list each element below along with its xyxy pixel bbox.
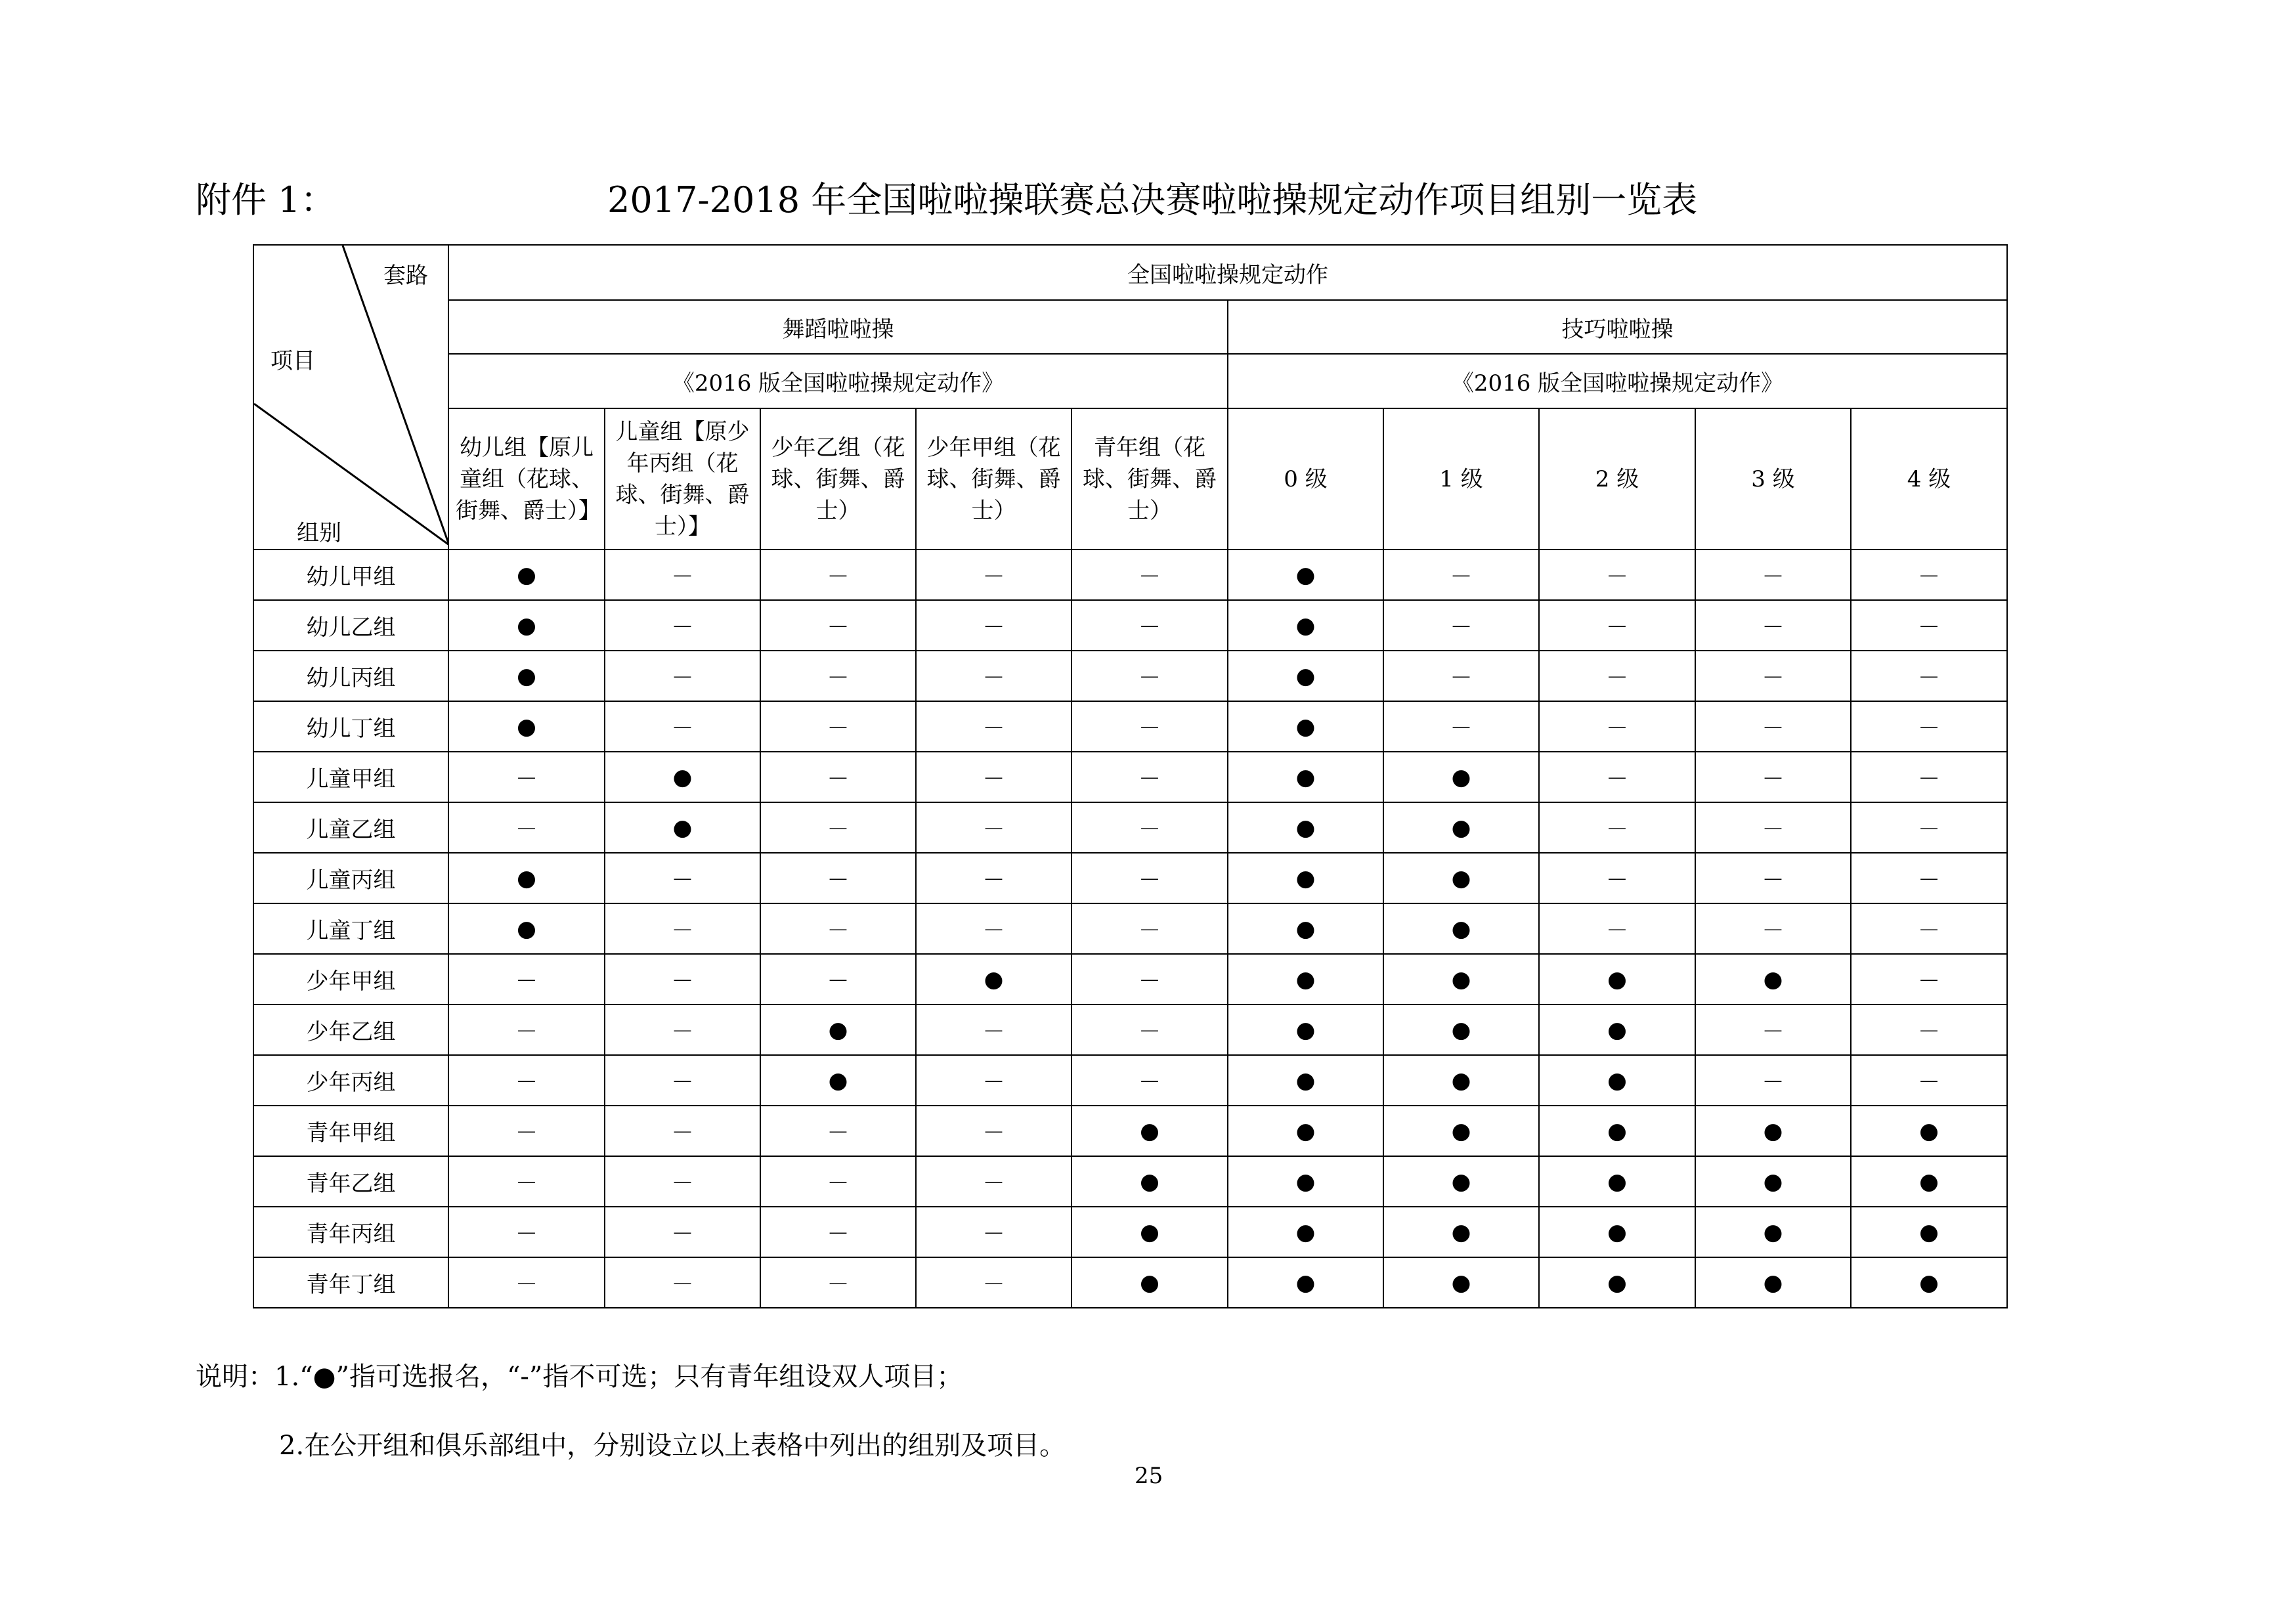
table-cell: － [760, 802, 916, 853]
page-title: 2017-2018 年全国啦啦操联赛总决赛啦啦操规定动作项目组别一览表 [607, 179, 1698, 221]
table-cell: － [1383, 701, 1539, 752]
table-row [253, 1106, 2007, 1156]
table-cell: ● [1228, 600, 1383, 651]
row-group-label: 儿童甲组 [253, 752, 448, 802]
table-cell: － [1539, 752, 1695, 802]
table-cell: － [1851, 1055, 2007, 1106]
table-cell: － [1851, 802, 2007, 853]
table-cell: － [916, 802, 1072, 853]
table-cell: － [916, 1156, 1072, 1207]
table-cell: － [1851, 701, 2007, 752]
table-cell: ● [1383, 752, 1539, 802]
table-cell: － [760, 752, 916, 802]
table-cell: － [1072, 752, 1228, 802]
table-cell: － [760, 954, 916, 1005]
table-cell: ● [1383, 1207, 1539, 1257]
table-cell: － [760, 853, 916, 903]
page-number: 25 [1135, 1463, 1163, 1489]
table-cell: － [1072, 954, 1228, 1005]
table-cell: － [448, 802, 605, 853]
table-cell: － [1383, 651, 1539, 701]
row-group-label: 少年乙组 [253, 1005, 448, 1055]
table-cell: － [1695, 1005, 1851, 1055]
table-cell: － [760, 651, 916, 701]
table-cell: － [916, 1005, 1072, 1055]
corner-label-event: 项目 [271, 348, 315, 374]
table-cell: ● [1383, 1156, 1539, 1207]
table-row [253, 1207, 2007, 1257]
table-cell: － [760, 1207, 916, 1257]
section-dance-standard: 《2016 版全国啦啦操规定动作》 [448, 354, 1228, 408]
table-cell: － [448, 1257, 605, 1308]
table-cell: － [605, 853, 760, 903]
table-row [253, 701, 2007, 752]
table-row [253, 1005, 2007, 1055]
table-cell: ● [1072, 1207, 1228, 1257]
row-group-label: 少年甲组 [253, 954, 448, 1005]
table-cell: － [1072, 600, 1228, 651]
table-cell: － [760, 903, 916, 954]
table-cell: － [1695, 651, 1851, 701]
table-cell: ● [1383, 903, 1539, 954]
table-cell: ● [1228, 701, 1383, 752]
table-cell: ● [1695, 1106, 1851, 1156]
col-header-level-3: 3 级 [1695, 408, 1851, 550]
table-cell: － [1539, 853, 1695, 903]
table-cell: ● [1383, 802, 1539, 853]
col-header-junior-b: 少年乙组（花球、街舞、爵士） [760, 408, 916, 550]
table-cell: － [916, 701, 1072, 752]
table-cell: － [916, 752, 1072, 802]
table-cell: － [448, 954, 605, 1005]
table-cell: ● [1072, 1257, 1228, 1308]
table-cell: ● [448, 550, 605, 600]
row-group-label: 儿童丁组 [253, 903, 448, 954]
table-cell: － [1851, 600, 2007, 651]
table-cell: － [448, 1106, 605, 1156]
table-cell: － [448, 1005, 605, 1055]
table-row [253, 752, 2007, 802]
table-cell: － [1851, 903, 2007, 954]
table-cell: － [605, 550, 760, 600]
table-row [253, 903, 2007, 954]
row-group-label: 青年丁组 [253, 1257, 448, 1308]
corner-diagonal-lines [254, 246, 448, 545]
table-cell: － [605, 1106, 760, 1156]
row-group-label: 幼儿丁组 [253, 701, 448, 752]
table-cell: － [1539, 651, 1695, 701]
table-cell: ● [1539, 1005, 1695, 1055]
table-cell: － [605, 1257, 760, 1308]
col-header-level-1: 1 级 [1383, 408, 1539, 550]
table-cell: － [1072, 701, 1228, 752]
table-cell: ● [448, 903, 605, 954]
table-cell: ● [1695, 1207, 1851, 1257]
table-cell: － [1695, 752, 1851, 802]
table-cell: ● [1695, 1156, 1851, 1207]
table-row [253, 1156, 2007, 1207]
table-cell: ● [448, 701, 605, 752]
table-cell: － [1383, 600, 1539, 651]
table-cell: ● [1539, 1156, 1695, 1207]
table-cell: － [1072, 903, 1228, 954]
table-cell: ● [1383, 954, 1539, 1005]
table-cell: － [1695, 903, 1851, 954]
section-stunt-cheer: 技巧啦啦操 [1228, 300, 2007, 354]
table-cell: ● [1228, 1257, 1383, 1308]
table-cell: ● [605, 802, 760, 853]
table-cell: － [605, 701, 760, 752]
top-header: 全国啦啦操规定动作 [448, 245, 2007, 300]
table-cell: ● [1228, 1055, 1383, 1106]
row-group-label: 儿童丙组 [253, 853, 448, 903]
table-cell: － [916, 1106, 1072, 1156]
row-group-label: 幼儿甲组 [253, 550, 448, 600]
table-cell: ● [1228, 1207, 1383, 1257]
table-cell: ● [1072, 1106, 1228, 1156]
table-cell: ● [1851, 1257, 2007, 1308]
table-cell: － [760, 1257, 916, 1308]
col-header-junior-a: 少年甲组（花球、街舞、爵士） [916, 408, 1072, 550]
table-cell: － [1695, 853, 1851, 903]
table-corner-header [253, 245, 448, 550]
row-group-label: 幼儿乙组 [253, 600, 448, 651]
row-group-label: 青年丙组 [253, 1207, 448, 1257]
table-cell: ● [1383, 1005, 1539, 1055]
table-cell: － [916, 903, 1072, 954]
table-cell: ● [1228, 903, 1383, 954]
table-cell: ● [448, 853, 605, 903]
table-cell: ● [1228, 1106, 1383, 1156]
table-cell: ● [448, 651, 605, 701]
table-cell: － [1695, 600, 1851, 651]
table-cell: ● [1539, 1257, 1695, 1308]
table-cell: － [760, 1106, 916, 1156]
section-dance-cheer: 舞蹈啦啦操 [448, 300, 1228, 354]
table-row [253, 853, 2007, 903]
table-cell: ● [1383, 853, 1539, 903]
table-cell: ● [1851, 1207, 2007, 1257]
table-cell: ● [1072, 1156, 1228, 1207]
table-cell: － [1851, 853, 2007, 903]
note-2: 2.在公开组和俱乐部组中，分别设立以上表格中列出的组别及项目。 [279, 1431, 1066, 1461]
table-cell: － [1695, 550, 1851, 600]
col-header-level-4: 4 级 [1851, 408, 2007, 550]
table-cell: ● [1228, 1156, 1383, 1207]
table-cell: － [1539, 550, 1695, 600]
table-cell: － [760, 701, 916, 752]
table-cell: － [760, 600, 916, 651]
table-cell: ● [1383, 1055, 1539, 1106]
row-group-label: 青年乙组 [253, 1156, 448, 1207]
table-row [253, 954, 2007, 1005]
table-cell: － [1695, 802, 1851, 853]
table-cell: ● [1228, 802, 1383, 853]
table-row [253, 550, 2007, 600]
table-cell: － [916, 550, 1072, 600]
table-cell: ● [760, 1005, 916, 1055]
table-cell: － [916, 600, 1072, 651]
table-cell: ● [1228, 954, 1383, 1005]
table-cell: － [605, 1005, 760, 1055]
attachment-label: 附件 1： [196, 179, 336, 221]
table-cell: － [448, 1055, 605, 1106]
table-cell: － [916, 853, 1072, 903]
table-cell: ● [1228, 550, 1383, 600]
table-cell: ● [448, 600, 605, 651]
table-cell: ● [1228, 1005, 1383, 1055]
table-cell: ● [1851, 1156, 2007, 1207]
table-cell: － [1539, 701, 1695, 752]
table-cell: ● [1228, 651, 1383, 701]
table-cell: － [916, 1207, 1072, 1257]
table-cell: ● [1228, 752, 1383, 802]
table-cell: － [1539, 903, 1695, 954]
table-cell: ● [1539, 954, 1695, 1005]
table-cell: － [1072, 1005, 1228, 1055]
table-cell: ● [1695, 1257, 1851, 1308]
table-cell: ● [1539, 1207, 1695, 1257]
corner-label-routine: 套路 [383, 263, 428, 289]
table-cell: － [605, 903, 760, 954]
table-cell: － [605, 1207, 760, 1257]
table-cell: ● [605, 752, 760, 802]
table-cell: － [605, 1055, 760, 1106]
table-cell: － [1072, 550, 1228, 600]
table-cell: － [1851, 1005, 2007, 1055]
table-cell: － [1072, 802, 1228, 853]
section-stunt-standard: 《2016 版全国啦啦操规定动作》 [1228, 354, 2007, 408]
table-cell: － [916, 1257, 1072, 1308]
event-group-table [253, 244, 2008, 1308]
table-cell: － [1072, 853, 1228, 903]
table-cell: － [1383, 550, 1539, 600]
table-cell: － [448, 1207, 605, 1257]
table-cell: － [1539, 600, 1695, 651]
table-row [253, 600, 2007, 651]
table-cell: － [1539, 802, 1695, 853]
table-row [253, 802, 2007, 853]
table-cell: － [448, 1156, 605, 1207]
table-cell: － [605, 651, 760, 701]
table-cell: － [1851, 752, 2007, 802]
table-cell: ● [1383, 1257, 1539, 1308]
col-header-level-2: 2 级 [1539, 408, 1695, 550]
table-cell: － [605, 600, 760, 651]
table-cell: ● [1695, 954, 1851, 1005]
table-cell: － [760, 550, 916, 600]
table-row [253, 1055, 2007, 1106]
table-cell: － [605, 954, 760, 1005]
table-cell: － [1851, 954, 2007, 1005]
corner-label-group: 组别 [297, 520, 341, 546]
table-cell: － [1851, 651, 2007, 701]
table-cell: － [916, 651, 1072, 701]
col-header-preschool: 幼儿组【原儿童组（花球、街舞、爵士）】 [448, 408, 605, 550]
table-cell: － [1072, 651, 1228, 701]
col-header-level-0: 0 级 [1228, 408, 1383, 550]
table-cell: ● [1383, 1106, 1539, 1156]
table-cell: － [1695, 701, 1851, 752]
table-cell: － [605, 1156, 760, 1207]
table-cell: ● [760, 1055, 916, 1106]
note-1: 说明：1.“●”指可选报名，“-”指不可选；只有青年组设双人项目； [196, 1362, 963, 1392]
row-group-label: 少年丙组 [253, 1055, 448, 1106]
table-cell: － [1072, 1055, 1228, 1106]
table-cell: ● [1851, 1106, 2007, 1156]
col-header-youth: 青年组（花球、街舞、爵士） [1072, 408, 1228, 550]
table-cell: － [760, 1156, 916, 1207]
row-group-label: 幼儿丙组 [253, 651, 448, 701]
table-cell: ● [1228, 853, 1383, 903]
table-cell: ● [1539, 1055, 1695, 1106]
table-cell: － [448, 752, 605, 802]
table-cell: － [916, 1055, 1072, 1106]
table-cell: ● [1539, 1106, 1695, 1156]
col-header-children: 儿童组【原少年丙组（花球、街舞、爵士）】 [605, 408, 760, 550]
table-cell: ● [916, 954, 1072, 1005]
table-cell: － [1695, 1055, 1851, 1106]
row-group-label: 青年甲组 [253, 1106, 448, 1156]
table-cell: － [1851, 550, 2007, 600]
table-row [253, 1257, 2007, 1308]
table-row [253, 651, 2007, 701]
row-group-label: 儿童乙组 [253, 802, 448, 853]
